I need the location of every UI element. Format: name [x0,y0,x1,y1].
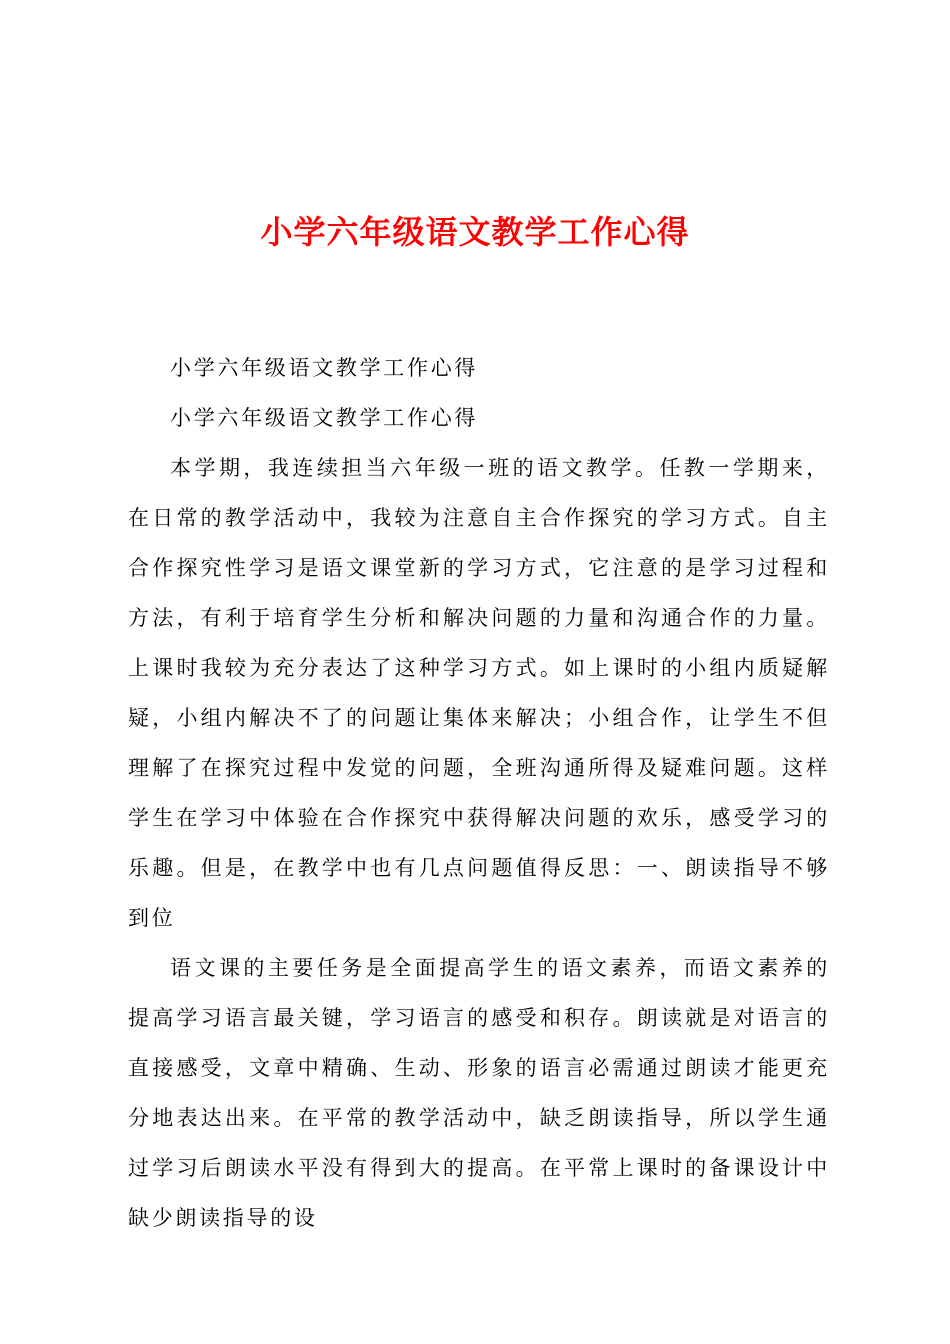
paragraph: 小学六年级语文教学工作心得 [170,356,479,380]
paragraph: 小学六年级语文教学工作心得 [170,406,479,430]
document-title: 小学六年级语文教学工作心得 [260,213,690,251]
document-body [128,343,830,1243]
paragraph: 本学期，我连续担当六年级一班的语文教学。任教一学期来，在日常的教学活动中，我较为注意自主合作探究的学习方式。自主合作探究性学习是语文课堂新的学习方式，它注意的是学习过程和方法，有利于培育学生分析和解决问题的力量和沟通合作的力量。上课时我较为充分表达了这种学习方式。如上课时的小组内质疑解疑，小组内解决不了的问题让集体来解决；小组合作，让学生不但理解了在探究过程中发觉的问题，全班沟通所得及疑难问题。这样学生在学习中体验在合作探究中获得解决问题的欢乐，感受学习的乐趣。但是，在教学中也有几点问题值得反思：一、朗读指导不够到位 [128,456,830,930]
paragraph: 语文课的主要任务是全面提高学生的语文素养，而语文素养的提高学习语言最关键，学习语言的感受和积存。朗读就是对语言的直接感受，文章中精确、生动、形象的语言必需通过朗读才能更充分地表达出来。在平常的教学活动中，缺乏朗读指导，所以学生通过学习后朗读水平没有得到大的提高。在平常上课时的备课设计中缺少朗读指导的设 [128,956,830,1230]
